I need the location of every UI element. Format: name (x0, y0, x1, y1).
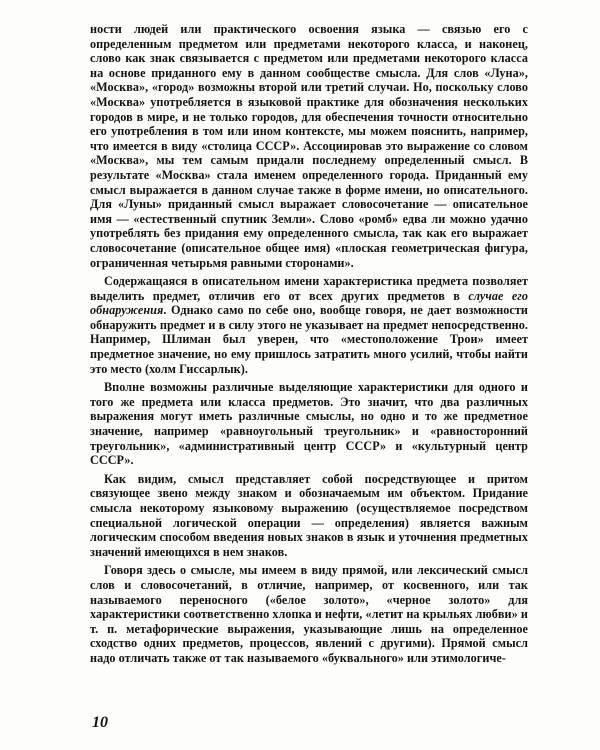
page-number: 10 (92, 714, 108, 731)
paragraph-2 (90, 274, 528, 376)
paragraph-2-after: . Однако само по себе оно, вообще говоря, не дает возможности обнаружить предмет и в силу этого не указывает на предмет непосредственно. Например, Шлиман был уверен, что «местоположение Трои» имеет предметное значение, но ему пришлось затратить много усилий, чтобы найти это место (холм Гиссарлык). (90, 303, 528, 376)
paragraph-2-before: Содержащаяся в описательном имени характеристика предмета позволяет выделить предмет, отличив его от всех других предметов в (90, 274, 528, 303)
body-text (90, 22, 528, 670)
paragraph-5: Говоря здесь о смысле, мы имеем в виду прямой, или лексический смысл слов и словосочетаний, в отличие, например, от косвенного, или так называемого переносного («белое золото», «черное золото» для характеристики соответственно хлопка и нефти, «летит на крыльях любви» и т. п. метафорические выражения, указывающие лишь на определенное сходство одних предметов, процессов, явлений с другими). Прямой смысл надо отличать также от так называемого «буквального» или этимологиче- (90, 563, 528, 665)
paragraph-1: ности людей или практического освоения языка — связью его с определенным предметом или предметами некоторого класса, и наконец, слово как знак связывается с предметом или предметами некоторого класса на основе приданного ему в данном сообществе смысла. Для слов «Луна», «Москва», «город» возможны второй или третий случаи. Но, поскольку слово «Москва» употребляется в языковой практике для обозначения нескольких городов в мире, и не только городов, для обеспечения точности относительно его употребления в том или ином контексте, мы можем пояснить, например, что имеется в виду «столица СССР». Ассоциировав это выражение со словом «Москва», мы тем самым придали последнему определенный смысл. В результате «Москва» стала именем определенного города. Приданный ему смысл выражается в данном случае также в форме имени, но описательного. Для «Луны» приданный смысл выражает словосочетание — описательное имя — «естественный спутник Земли». Слово «ромб» едва ли можно удачно употреблять без придания ему определенного смысла, так как его выражает словосочетание (описательное общее имя) «плоская геометрическая фигура, ограниченная четырьмя равными сторонами». (90, 22, 528, 270)
paragraph-3: Вполне возможны различные выделяющие характеристики для одного и того же предмета или класса предметов. Это значит, что два различных выражения могут иметь различные смыслы, но одно и то же предметное значение, например «равноугольный треугольник» и «равносторонний треугольник», «административный центр СССР» и «культурный центр СССР». (90, 380, 528, 468)
paragraph-2-italic: случае его обнаружения (90, 288, 528, 318)
paragraph-4: Как видим, смысл представляет собой посредствующее и притом связующее звено между знаком и обозначаемым им объектом. Придание смысла некоторому языковому выражению (осуществляемое посредством специальной логической операции — определения) является важным логическим способом введения новых знаков в язык и уточнения предметных значений имеющихся в нем знаков. (90, 471, 528, 559)
